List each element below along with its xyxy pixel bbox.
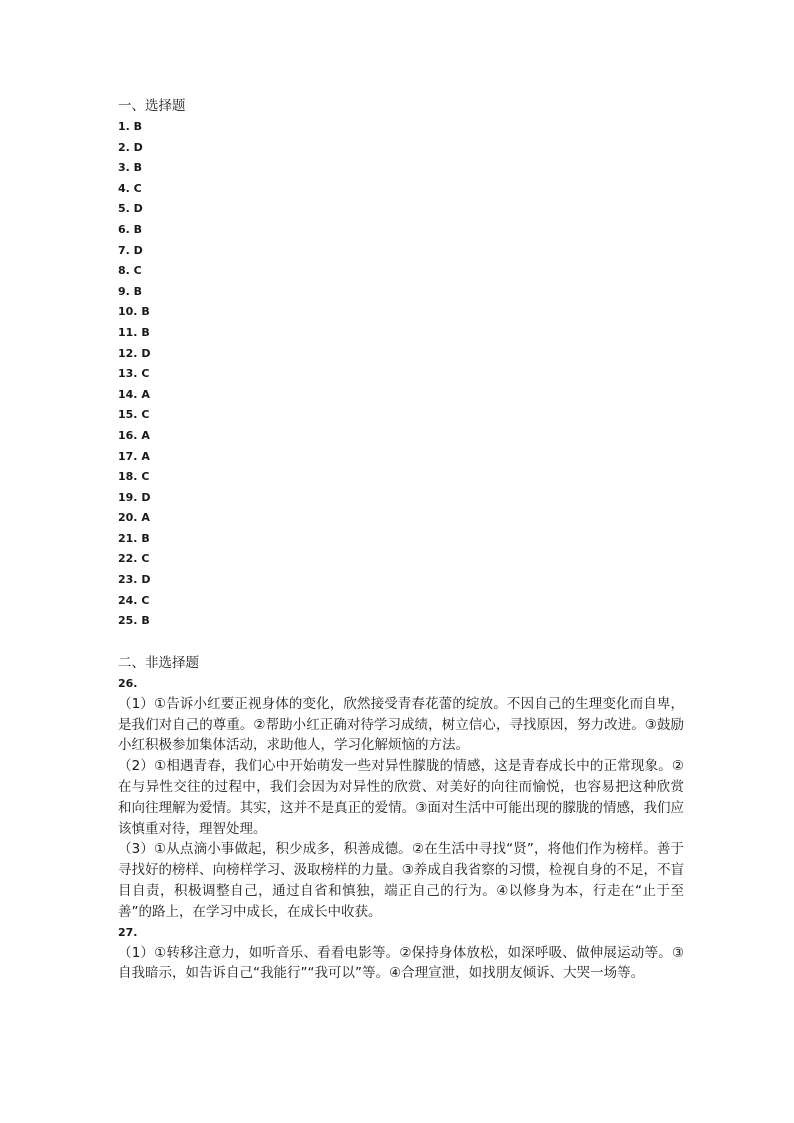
- section-spacer: [118, 632, 684, 653]
- answer-item: 25. B: [118, 614, 150, 628]
- answer-item: 10. B: [118, 305, 150, 319]
- answer-item: 23. D: [118, 573, 151, 587]
- answer-item: 12. D: [118, 346, 151, 360]
- section-1-title: 一、选择题: [118, 98, 186, 114]
- question-26-number: 26.: [118, 676, 138, 690]
- answer-item: 14. A: [118, 387, 150, 401]
- answer-item: 2. D: [118, 140, 143, 154]
- answer-item: 20. A: [118, 511, 150, 525]
- question-27-number: 27.: [118, 925, 138, 939]
- multiple-choice-answers: [118, 117, 684, 632]
- answer-item: 18. C: [118, 470, 150, 484]
- answer-item: 6. B: [118, 222, 143, 236]
- answer-item: 19. D: [118, 490, 151, 504]
- answer-item: 7. D: [118, 243, 143, 257]
- answer-item: 4. C: [118, 181, 142, 195]
- answer-item: 21. B: [118, 531, 150, 545]
- answer-item: 1. B: [118, 120, 143, 133]
- answer-item: 9. B: [118, 284, 143, 298]
- question-26-part-1: （1）①告诉小红要正视身体的变化，欣然接受青春花蕾的绽放。不因自己的生理变化而自卑，是我们对自己的尊重。②帮助小红正确对待学习成绩，树立信心，寻找原因，努力改进。③鼓励小红积极参加集体活动，求助他人，学习化解烦恼的方法。: [118, 695, 684, 754]
- answer-item: 16. A: [118, 428, 150, 442]
- answer-item: 3. B: [118, 161, 143, 175]
- question-27-part-1: （1）①转移注意力，如听音乐、看看电影等。②保持身体放松，如深呼吸、做伸展运动等。③自我暗示，如告诉自己“我能行”“我可以”等。④合理宣泄，如找朋友倾诉、大哭一场等。: [118, 944, 684, 982]
- answer-item: 13. C: [118, 367, 150, 381]
- answer-item: 15. C: [118, 408, 150, 422]
- answer-key-page: [118, 96, 684, 984]
- answer-item: 8. C: [118, 264, 142, 278]
- question-26-part-3: （3）①从点滴小事做起，积少成多，积善成德。②在生活中寻找“贤”，将他们作为榜样。善于寻找好的榜样、向榜样学习、汲取榜样的力量。③养成自我省察的习惯，检视自身的不足，不盲目自责，积极调整自己，通过自省和慎独，端正自己的行为。④以修身为本，行走在“止于至善”的路上，在学习中成长，在成长中收获。: [118, 841, 684, 920]
- answer-item: 24. C: [118, 593, 150, 607]
- answer-item: 22. C: [118, 552, 150, 566]
- answer-item: 5. D: [118, 202, 143, 216]
- question-26-part-2: （2）①相遇青春，我们心中开始萌发一些对异性朦胧的情感，这是青春成长中的正常现象。②在与异性交往的过程中，我们会因为对异性的欣赏、对美好的向往而愉悦，也容易把这种欣赏和向往理解为爱情。其实，这并不是真正的爱情。③面对生活中可能出现的朦胧的情感，我们应该慎重对待，理智处理。: [118, 758, 684, 837]
- answer-item: 17. A: [118, 449, 150, 463]
- answer-item: 11. B: [118, 325, 150, 339]
- section-2-title: 二、非选择题: [118, 654, 199, 671]
